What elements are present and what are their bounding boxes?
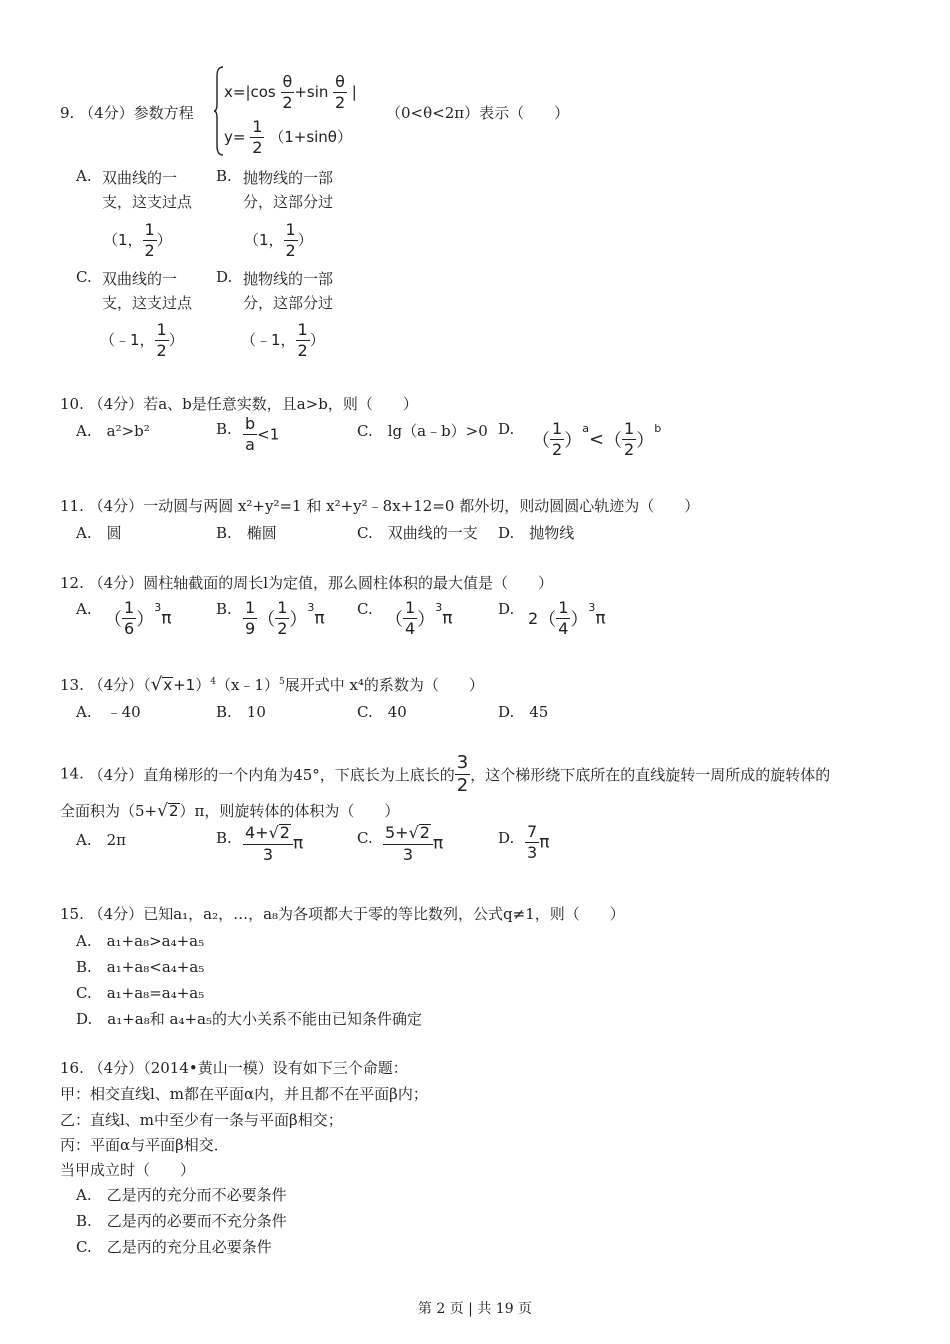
q12-stem: 12. （4分）圆柱轴截面的周长l为定值，那么圆柱体积的最大值是（ ）	[60, 574, 553, 592]
q12-option-d-expr: 2（ $\frac{1}{4}$ ）$^3$π	[528, 598, 606, 638]
q9-option-b-label: B.	[216, 167, 232, 185]
q14-option-c-label: C.	[357, 829, 373, 847]
q16-stem: 16. （4分）（2014•黄山一模）设有如下三个命题：	[60, 1059, 408, 1077]
q9-option-c-point: （﹣1， $\frac{1}{2}$ ）	[100, 320, 184, 360]
q9-option-d-point: （﹣1， $\frac{1}{2}$ ）	[241, 320, 325, 360]
q14-option-d-expr: $\frac{7}{3}$ π	[527, 822, 550, 862]
q9-option-c-line2: 支，这支过点	[102, 294, 193, 312]
q16-when: 当甲成立时（ ）	[60, 1161, 196, 1179]
q9-option-d-line1: 抛物线的一部	[243, 270, 334, 288]
q9-option-b-line1: 抛物线的一部	[243, 169, 334, 187]
q12-option-d-label: D.	[498, 600, 515, 618]
q14-option-d-label: D.	[498, 829, 515, 847]
q13-option-b: B. 10	[216, 703, 266, 721]
q12-option-b-expr: $\frac{1}{9}$ （ $\frac{1}{2}$ ）$^3$π	[245, 598, 325, 638]
q12-option-b-label: B.	[216, 600, 232, 618]
q14-option-b-label: B.	[216, 829, 232, 847]
q12-option-a-label: A.	[76, 600, 92, 618]
theta-half-fraction: $\frac{\theta}{2}$	[334, 72, 346, 112]
q12-option-c-expr: （ $\frac{1}{4}$ ）$^3$π	[385, 598, 453, 638]
half-fraction: $\frac{1}{2}$	[252, 117, 263, 157]
q13-option-a: A. ﹣40	[76, 703, 141, 721]
q9-option-d-line2: 分，这部分过	[243, 294, 334, 312]
q13-option-d: D. 45	[498, 703, 549, 721]
q9-option-a-label: A.	[76, 167, 92, 185]
q10-option-a: A. a²>b²	[76, 422, 150, 440]
q9-option-a-line2: 支，这支过点	[102, 193, 193, 211]
q14-option-a: A. 2π	[76, 831, 127, 849]
q16-option-a: A. 乙是丙的充分而不必要条件	[76, 1186, 287, 1204]
q11-option-c: C. 双曲线的一支	[357, 524, 478, 542]
q9-option-c-line1: 双曲线的一	[102, 270, 178, 288]
q9-option-b-point: （1， $\frac{1}{2}$ ）	[244, 220, 313, 260]
q10-option-b-label: B.	[216, 420, 232, 438]
q11-option-b: B. 椭圆	[216, 524, 277, 542]
q13-option-c: C. 40	[357, 703, 407, 721]
q9-option-d-label: D.	[216, 268, 233, 286]
q15-stem: 15. （4分）已知a₁，a₂，…，a₈为各项都大于零的等比数列，公式q≠1，则（ ）	[60, 905, 625, 923]
q9-x-equation: x=|cos $\frac{\theta}{2}$ +sin $\frac{\theta}{2}$ |	[224, 72, 357, 112]
q11-option-a: A. 圆	[76, 524, 122, 542]
q14-stem-line2: 全面积为（5+√2）π，则旋转体的体积为（ ）	[60, 801, 400, 821]
q16-proposition-yi: 乙：直线l、m中至少有一条与平面β相交；	[60, 1111, 343, 1129]
q14-option-c-expr: $\frac{5+√2}{3}$ π	[385, 823, 444, 864]
q15-option-b: B. a₁+a₈<a₄+a₅	[76, 958, 205, 976]
q9-y-equation: y= $\frac{1}{2}$ （1+sinθ）	[224, 117, 352, 157]
q12-option-a-expr: （ $\frac{1}{6}$ ）$^3$π	[104, 598, 172, 638]
q10-option-d-expr: （ $\frac{1}{2}$ ）$^a$<（ $\frac{1}{2}$ ）$^b$	[532, 419, 662, 459]
q9-option-c-label: C.	[76, 268, 92, 286]
q12-option-c-label: C.	[357, 600, 373, 618]
q9-option-a-line1: 双曲线的一	[102, 169, 178, 187]
q16-option-b: B. 乙是丙的必要而不充分条件	[76, 1212, 287, 1230]
q11-stem: 11. （4分）一动圆与两圆 x²+y²=1 和 x²+y²﹣8x+12=0 都外切，则动圆圆心轨迹为（ ）	[60, 497, 700, 515]
sqrt-icon: √	[150, 674, 163, 695]
q11-option-d: D. 抛物线	[498, 524, 575, 542]
left-brace-icon	[214, 66, 224, 156]
q16-proposition-jia: 甲：相交直线l、m都在平面α内，并且都不在平面β内；	[60, 1085, 428, 1103]
q10-stem: 10. （4分）若a、b是任意实数，且a>b，则（ ）	[60, 395, 418, 413]
q10-option-d-label: D.	[498, 420, 515, 438]
q16-proposition-bing: 丙：平面α与平面β相交．	[60, 1136, 229, 1154]
q15-option-c: C. a₁+a₈=a₄+a₅	[76, 984, 205, 1002]
q14-option-b-expr: $\frac{4+√2}{3}$ π	[245, 823, 304, 864]
q9-range: （0<θ<2π）表示（ ）	[386, 104, 570, 122]
q9-stem: 9. （4分）参数方程	[60, 104, 194, 122]
q10-option-c: C. lg（a﹣b）>0	[357, 422, 488, 440]
q9-option-b-line2: 分，这部分过	[243, 193, 334, 211]
q13-stem: 13. （4分）$(√x+1)^4(x﹣1)^5$展开式中 x⁴的系数为（ ）	[60, 674, 484, 695]
q15-option-d: D. a₁+a₈和 a₄+a₅的大小关系不能由已知条件确定	[76, 1010, 422, 1028]
sqrt-icon: √	[157, 801, 168, 821]
q14-stem-line1: 14. （4分）直角梯形的一个内角为45°，下底长为上底长的 $\frac{3}{2}$ ，这个梯形绕下底所在的直线旋转一周所成的旋转体的	[60, 752, 831, 796]
page-footer: 第 2 页 | 共 19 页	[417, 1301, 533, 1317]
q16-option-c: C. 乙是丙的充分且必要条件	[76, 1238, 272, 1256]
q9-option-a-point: （1， $\frac{1}{2}$ ）	[103, 220, 172, 260]
q10-option-b-expr: $\frac{b}{a}$ <1	[245, 414, 280, 454]
q15-option-a: A. a₁+a₈>a₄+a₅	[76, 932, 205, 950]
theta-half-fraction: $\frac{\theta}{2}$	[282, 72, 293, 112]
